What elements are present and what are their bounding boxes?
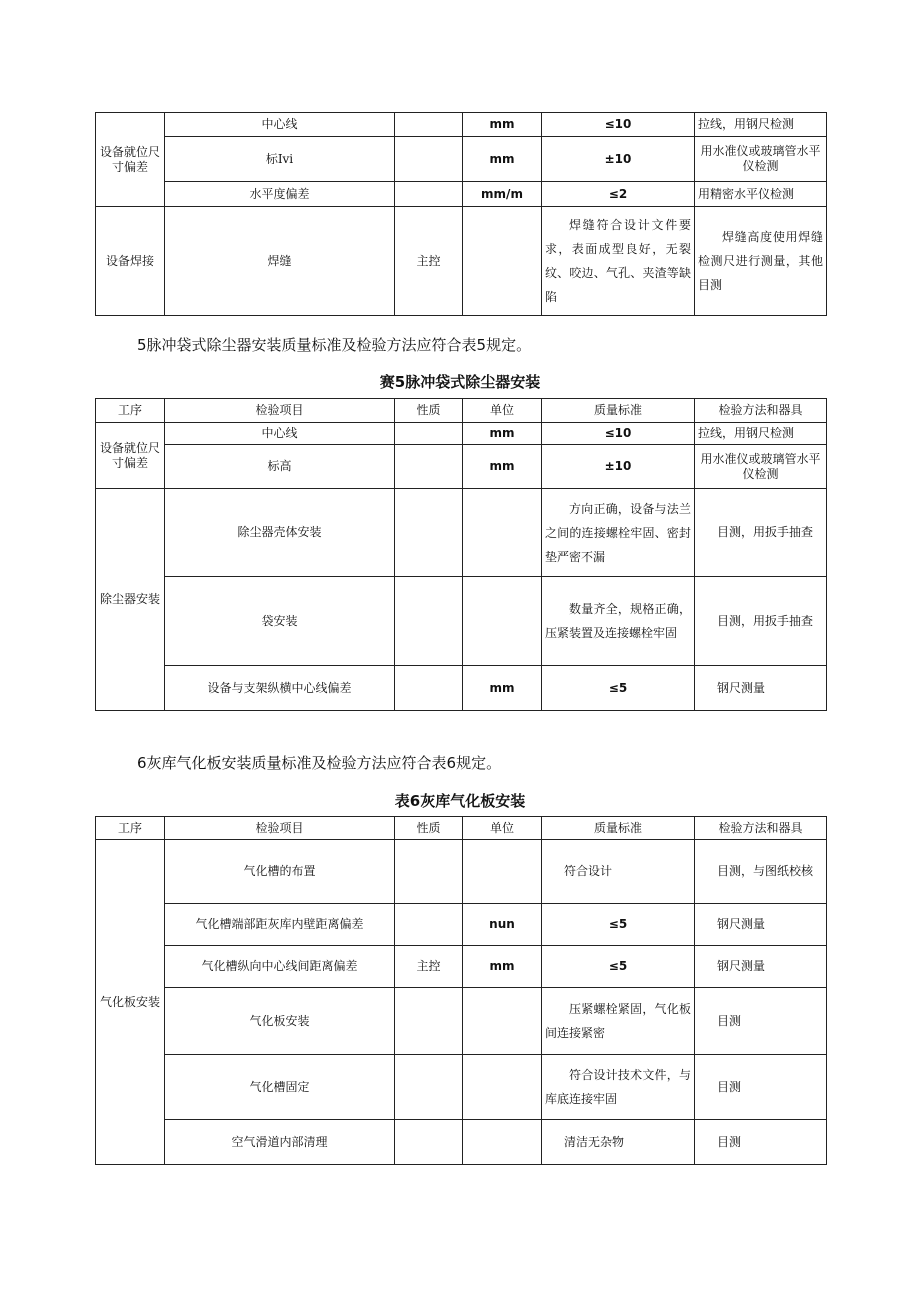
method-cell: 钢尺测量 — [695, 666, 827, 711]
nature-cell — [395, 666, 463, 711]
item-cell: 标高 — [165, 445, 395, 489]
table-row — [96, 423, 827, 445]
method-cell: 用水准仪或玻璃管水平仪检测 — [695, 445, 827, 489]
standard-cell: 焊缝符合设计文件要求，表面成型良好，无裂纹、咬边、气孔、夹渣等缺陷 — [542, 207, 695, 316]
header-item: 检验项目 — [165, 817, 395, 840]
table-header-row — [96, 817, 827, 840]
table-row — [96, 904, 827, 946]
unit-cell: mm/m — [463, 182, 542, 207]
unit-cell: mm — [463, 445, 542, 489]
method-cell: 用精密水平仪检测 — [695, 182, 827, 207]
item-cell: 气化槽固定 — [165, 1055, 395, 1120]
table-row — [96, 182, 827, 207]
method-cell: 目测 — [695, 1120, 827, 1165]
standard-cell: ≤10 — [542, 423, 695, 445]
paragraph-6: 6灰库气化板安装质量标准及检验方法应符合表6规定。 — [137, 754, 502, 772]
table-row — [96, 577, 827, 666]
nature-cell: 主控 — [395, 207, 463, 316]
standard-cell: 清洁无杂物 — [542, 1120, 695, 1165]
standard-cell: 数量齐全，规格正确，压紧装置及连接螺栓牢固 — [542, 577, 695, 666]
standard-cell: 符合设计 — [542, 840, 695, 904]
nature-cell — [395, 445, 463, 489]
table-header-row — [96, 399, 827, 423]
item-cell: 除尘器壳体安装 — [165, 489, 395, 577]
header-standard: 质量标准 — [542, 817, 695, 840]
unit-cell: mm — [463, 946, 542, 988]
nature-cell — [395, 577, 463, 666]
table-row — [96, 207, 827, 316]
unit-cell: nun — [463, 904, 542, 946]
method-cell: 钢尺测量 — [695, 904, 827, 946]
header-item: 检验项目 — [165, 399, 395, 423]
method-cell: 目测，用扳手抽查 — [695, 577, 827, 666]
table-row — [96, 1055, 827, 1120]
table-6-caption: 表6灰库气化板安装 — [394, 792, 526, 810]
nature-cell — [395, 489, 463, 577]
table-row — [96, 489, 827, 577]
table-5-caption: 赛5脉冲袋式除尘器安装 — [379, 373, 541, 391]
standard-cell: ≤5 — [542, 946, 695, 988]
table-row — [96, 946, 827, 988]
table-row — [96, 113, 827, 137]
unit-cell: mm — [463, 423, 542, 445]
header-unit: 单位 — [463, 399, 542, 423]
nature-cell — [395, 1055, 463, 1120]
table-5 — [95, 398, 827, 711]
table-6 — [95, 816, 827, 1165]
nature-cell — [395, 904, 463, 946]
standard-cell: ≤5 — [542, 904, 695, 946]
item-cell: 标Iⅵ — [165, 137, 395, 182]
process-cell: 气化板安装 — [96, 840, 165, 1165]
standard-cell: ±10 — [542, 445, 695, 489]
process-cell: 设备就位尺寸偏差 — [96, 113, 165, 207]
unit-cell — [463, 988, 542, 1055]
nature-cell — [395, 182, 463, 207]
unit-cell — [463, 1120, 542, 1165]
method-cell: 用水准仪或玻璃管水平仪检测 — [695, 137, 827, 182]
method-cell: 目测，与图纸校核 — [695, 840, 827, 904]
item-cell: 水平度偏差 — [165, 182, 395, 207]
process-cell: 除尘器安装 — [96, 489, 165, 711]
item-cell: 气化槽纵向中心线间距离偏差 — [165, 946, 395, 988]
method-cell: 钢尺测量 — [695, 946, 827, 988]
item-cell: 设备与支架纵横中心线偏差 — [165, 666, 395, 711]
header-method: 检验方法和器具 — [695, 817, 827, 840]
method-cell: 焊缝高度使用焊缝检测尺进行测量，其他目测 — [695, 207, 827, 316]
table-row — [96, 1120, 827, 1165]
unit-cell — [463, 489, 542, 577]
item-cell: 空气滑道内部清理 — [165, 1120, 395, 1165]
standard-cell: 压紧螺栓紧固，气化板间连接紧密 — [542, 988, 695, 1055]
item-cell: 气化槽端部距灰库内壁距离偏差 — [165, 904, 395, 946]
standard-cell: ±10 — [542, 137, 695, 182]
item-cell: 中心线 — [165, 113, 395, 137]
unit-cell — [463, 577, 542, 666]
header-method: 检验方法和器具 — [695, 399, 827, 423]
nature-cell — [395, 988, 463, 1055]
standard-cell: ≤10 — [542, 113, 695, 137]
header-unit: 单位 — [463, 817, 542, 840]
method-cell: 拉线，用钢尺检测 — [695, 423, 827, 445]
item-cell: 袋安装 — [165, 577, 395, 666]
nature-cell — [395, 137, 463, 182]
standard-cell: 方向正确，设备与法兰之间的连接螺栓牢固、密封垫严密不漏 — [542, 489, 695, 577]
table-row — [96, 988, 827, 1055]
header-process: 工序 — [96, 399, 165, 423]
unit-cell — [463, 207, 542, 316]
method-cell: 目测 — [695, 1055, 827, 1120]
header-process: 工序 — [96, 817, 165, 840]
nature-cell — [395, 1120, 463, 1165]
item-cell: 中心线 — [165, 423, 395, 445]
header-standard: 质量标准 — [542, 399, 695, 423]
unit-cell — [463, 1055, 542, 1120]
item-cell: 焊缝 — [165, 207, 395, 316]
item-cell: 气化板安装 — [165, 988, 395, 1055]
standard-cell: 符合设计技术文件，与库底连接牢固 — [542, 1055, 695, 1120]
header-nature: 性质 — [395, 399, 463, 423]
table-4-continued — [95, 112, 827, 316]
unit-cell: mm — [463, 137, 542, 182]
process-cell: 设备就位尺寸偏差 — [96, 423, 165, 489]
nature-cell — [395, 113, 463, 137]
unit-cell: mm — [463, 666, 542, 711]
method-cell: 目测，用扳手抽查 — [695, 489, 827, 577]
nature-cell — [395, 840, 463, 904]
table-row — [96, 137, 827, 182]
table-row — [96, 666, 827, 711]
method-cell: 拉线，用钢尺检测 — [695, 113, 827, 137]
nature-cell — [395, 423, 463, 445]
nature-cell: 主控 — [395, 946, 463, 988]
standard-cell: ≤2 — [542, 182, 695, 207]
unit-cell: mm — [463, 113, 542, 137]
item-cell: 气化槽的布置 — [165, 840, 395, 904]
process-cell: 设备焊接 — [96, 207, 165, 316]
standard-cell: ≤5 — [542, 666, 695, 711]
table-row — [96, 445, 827, 489]
method-cell: 目测 — [695, 988, 827, 1055]
table-row — [96, 840, 827, 904]
paragraph-5: 5脉冲袋式除尘器安装质量标准及检验方法应符合表5规定。 — [137, 336, 532, 354]
header-nature: 性质 — [395, 817, 463, 840]
unit-cell — [463, 840, 542, 904]
